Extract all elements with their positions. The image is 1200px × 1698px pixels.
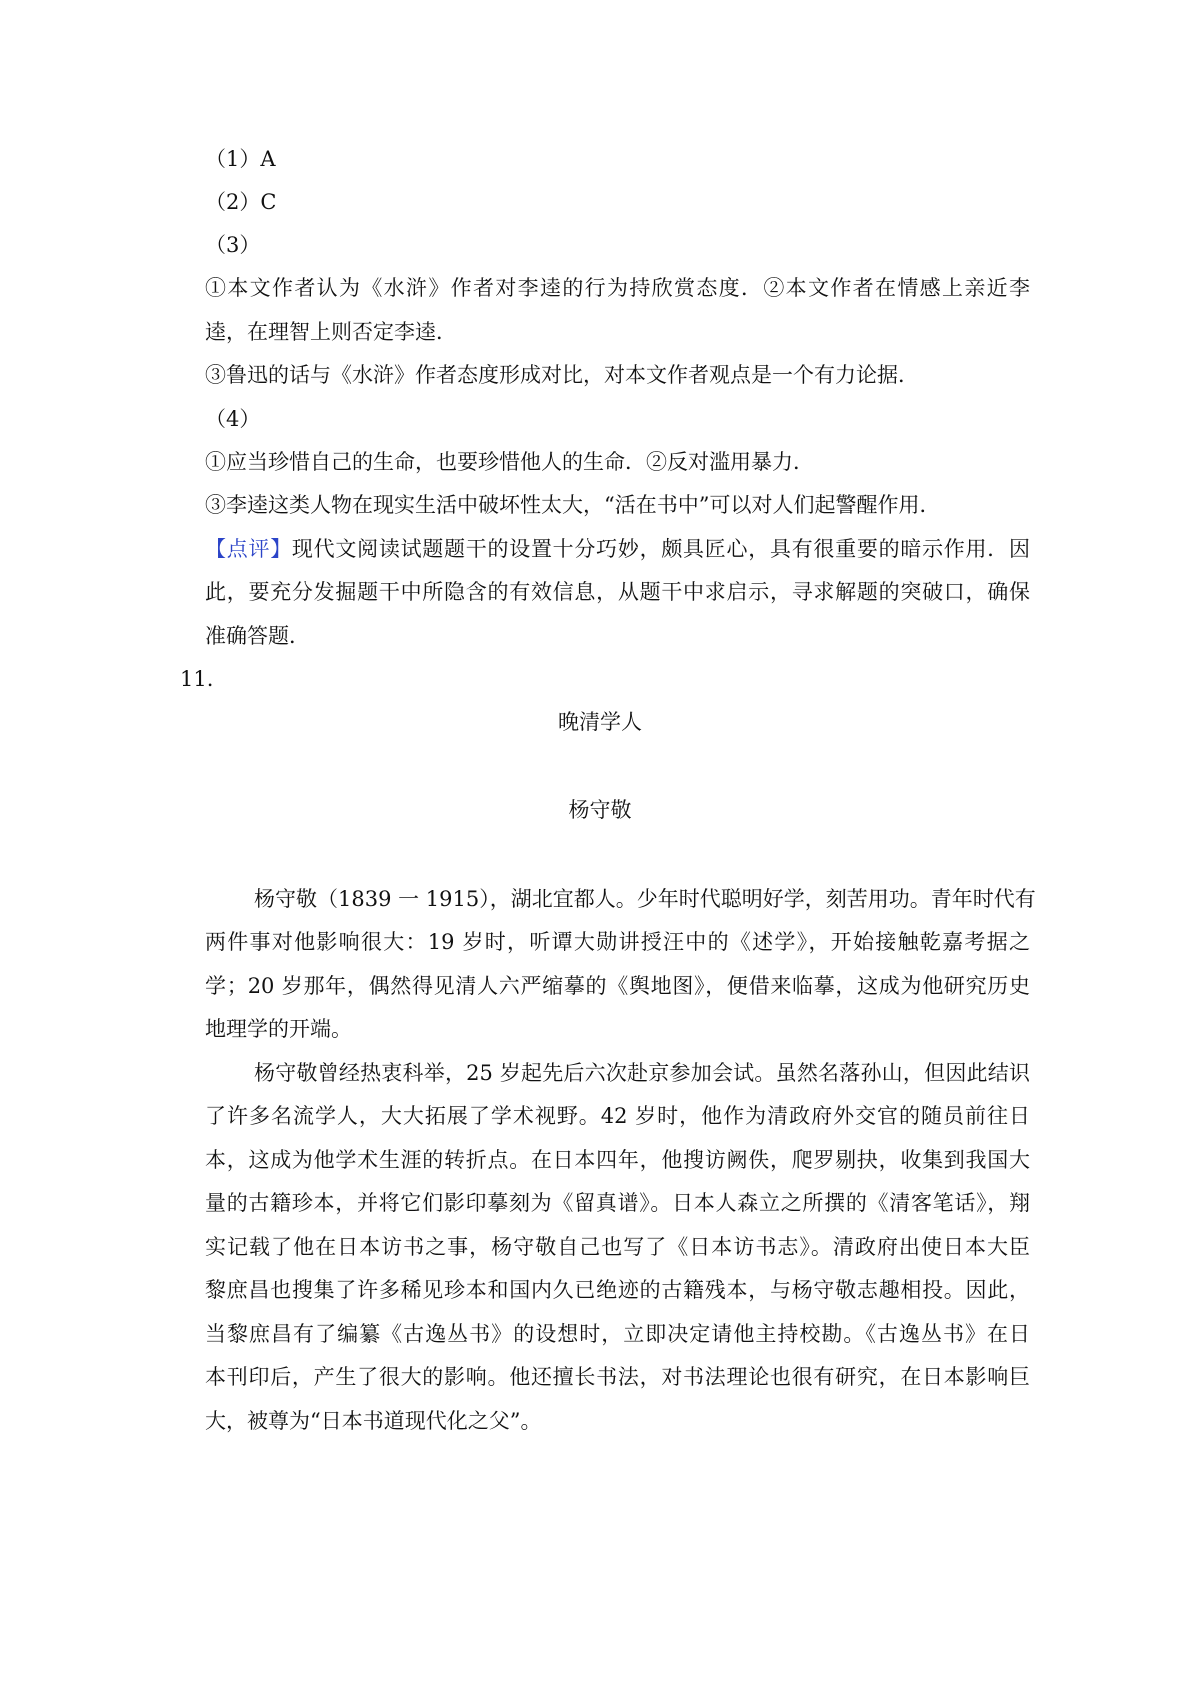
answer-3-line: 逵，在理智上则否定李逵． xyxy=(205,320,457,344)
paragraph-line: 实记载了他在日本访书之事，杨守敬自己也写了《日本访书志》。清政府出使日本大臣 xyxy=(205,1235,1030,1259)
paragraph-line: 大，被尊为“日本书道现代化之父”。 xyxy=(205,1409,542,1433)
answer-4-line: ③李逵这类人物在现实生活中破坏性太大，“活在书中”可以对人们起警醒作用． xyxy=(205,493,941,517)
paragraph-line: 黎庶昌也搜集了许多稀见珍本和国内久已绝迹的古籍残本，与杨守敬志趣相投。因此， xyxy=(205,1278,1030,1302)
comment-tag: 【点评】 xyxy=(205,537,292,561)
answer-1: （1）A xyxy=(205,147,276,171)
comment-text: 现代文阅读试题题干的设置十分巧妙，颇具匠心，具有很重要的暗示作用．因 xyxy=(291,537,1030,561)
paragraph-line: 杨守敬曾经热衷科举，25 岁起先后六次赴京参加会试。虽然名落孙山，但因此结识 xyxy=(254,1061,1030,1085)
paragraph-line: 本刊印后，产生了很大的影响。他还擅长书法，对书法理论也很有研究，在日本影响巨 xyxy=(205,1365,1030,1389)
answer-3-line: ①本文作者认为《水浒》作者对李逵的行为持欣赏态度．②本文作者在情感上亲近李 xyxy=(205,276,1030,300)
comment-line xyxy=(205,535,1030,563)
answer-3-line: ③鲁迅的话与《水浒》作者态度形成对比，对本文作者观点是一个有力论据． xyxy=(205,363,919,387)
comment-line: 此，要充分发掘题干中所隐含的有效信息，从题干中求启示，寻求解题的突破口，确保 xyxy=(205,580,1030,604)
passage-title: 晚清学人 xyxy=(558,710,642,734)
paragraph-line: 量的古籍珍本，并将它们影印摹刻为《留真谱》。日本人森立之所撰的《清客笔话》，翔 xyxy=(205,1191,1030,1215)
answer-4-line: ①应当珍惜自己的生命，也要珍惜他人的生命．②反对滥用暴力． xyxy=(205,450,814,474)
comment-line: 准确答题． xyxy=(205,624,310,648)
paragraph-line: 当黎庶昌有了编纂《古逸丛书》的设想时，立即决定请他主持校勘。《古逸丛书》在日 xyxy=(205,1322,1030,1346)
paragraph-line: 了许多名流学人，大大拓展了学术视野。42 岁时，他作为清政府外交官的随员前往日 xyxy=(205,1104,1030,1128)
paragraph-line: 两件事对他影响很大：19 岁时，听谭大勋讲授汪中的《述学》，开始接触乾嘉考据之 xyxy=(205,930,1030,954)
passage-subtitle: 杨守敬 xyxy=(568,798,632,822)
paragraph-line: 地理学的开端。 xyxy=(205,1017,352,1041)
question-number: 11. xyxy=(180,667,214,691)
paragraph-line: 学；20 岁那年，偶然得见清人六严缩摹的《舆地图》，便借来临摹，这成为他研究历史 xyxy=(205,974,1030,998)
answer-2: （2）C xyxy=(205,190,277,214)
answer-3-label: （3） xyxy=(205,233,261,257)
answer-4-label: （4） xyxy=(205,407,261,431)
paragraph-line: 杨守敬（1839 一 1915），湖北宜都人。少年时代聪明好学，刻苦用功。青年时代有 xyxy=(254,887,1036,911)
paragraph-line: 本，这成为他学术生涯的转折点。在日本四年，他搜访阙佚，爬罗剔抉，收集到我国大 xyxy=(205,1148,1030,1172)
